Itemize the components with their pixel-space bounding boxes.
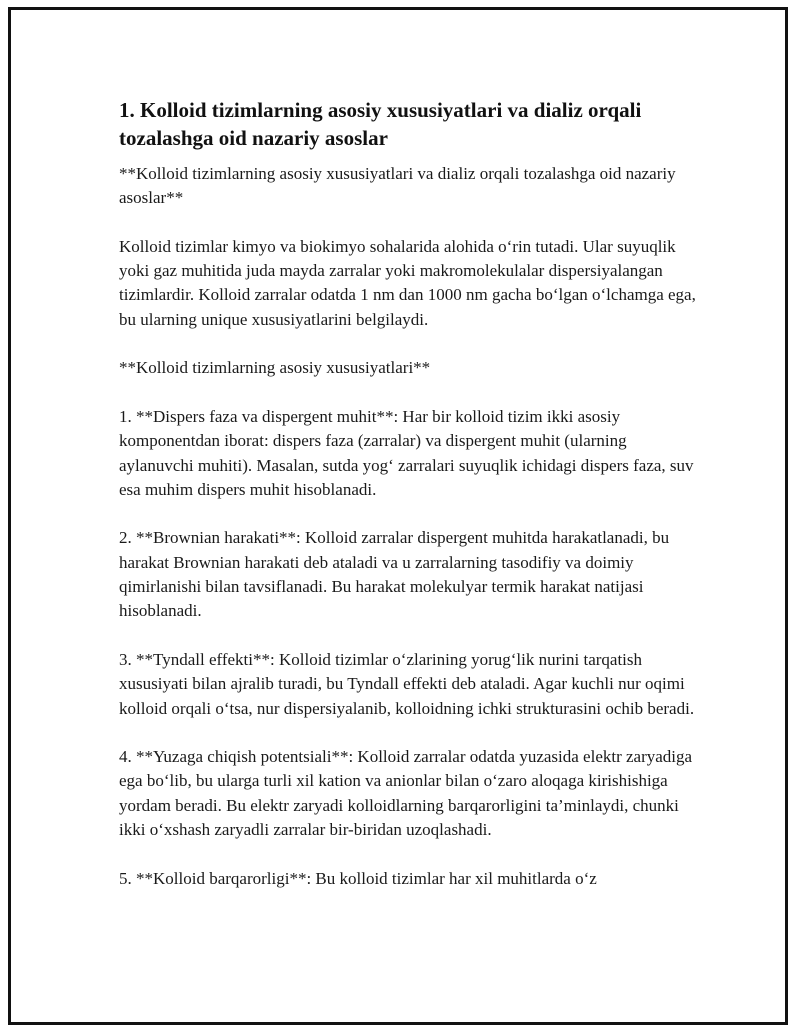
paragraph-item-4: 4. **Yuzaga chiqish potentsiali**: Kolloid zarralar odatda yuzasida elektr zaryadiga ega bo‘lib, bu ularga turli xil kation va anionlar bilan o‘zaro aloqaga kirishishiga yordam beradi. Bu elektr zaryadi kolloidlarning barqarorligini ta’minlaydi, chunki ikki o‘xshash zaryadli zarralar bir-biridan uzoqlashadi. — [119, 747, 693, 840]
page-frame — [8, 7, 788, 1025]
paragraph-section-heading: **Kolloid tizimlarning asosiy xususiyatlari** — [119, 358, 431, 378]
paragraph-item-1: 1. **Dispers faza va dispergent muhit**: Har bir kolloid tizim ikki asosiy komponentdan iborat: dispers faza (zarralar) va dispergent muhit (ularning aylanuvchi muhiti). Masalan, sutda yog‘ zarralari suyuqlik ichidagi dispers faza, suv esa muhim dispers muhit hisoblanadi. — [119, 406, 694, 499]
document-title: 1. Kolloid tizimlarning asosiy xususiyatlari va dializ orqali tozalashga oid nazariy asoslar — [119, 98, 642, 150]
paragraph-item-3: 3. **Tyndall effekti**: Kolloid tizimlar o‘zlarining yorug‘lik nurini tarqatish xususiyati bilan ajralib turadi, bu Tyndall effekti deb ataladi. Agar kuchli nur oqimi kolloid orqali o‘tsa, nur dispersiyalanib, kolloidning ichki strukturasini ochib beradi. — [119, 649, 695, 718]
paragraph-heading-bold: **Kolloid tizimlarning asosiy xususiyatlari va dializ orqali tozalashga oid nazariy asoslar** — [119, 164, 676, 208]
document-body — [119, 96, 699, 915]
paragraph-item-5: 5. **Kolloid barqarorligi**: Bu kolloid tizimlar har xil muhitlarda o‘z — [119, 868, 597, 888]
paragraph-item-2: 2. **Brownian harakati**: Kolloid zarralar dispergent muhitda harakatlanadi, bu harakat Brownian harakati deb ataladi va u zarralarning tasodifiy va doimiy qimirlanishi bilan tavsiflanadi. Bu harakat molekulyar termik harakat natijasi hisoblanadi. — [119, 528, 670, 621]
paragraph-intro: Kolloid tizimlar kimyo va biokimyo sohalarida alohida o‘rin tutadi. Ular suyuqlik yoki gaz muhitida juda mayda zarralar yoki makromolekulalar dispersiyalangan tizimlardir. Kolloid zarralar odatda 1 nm dan 1000 nm gacha bo‘lgan o‘lchamga ega, bu ularning unique xususiyatlarini belgilaydi. — [119, 236, 696, 329]
